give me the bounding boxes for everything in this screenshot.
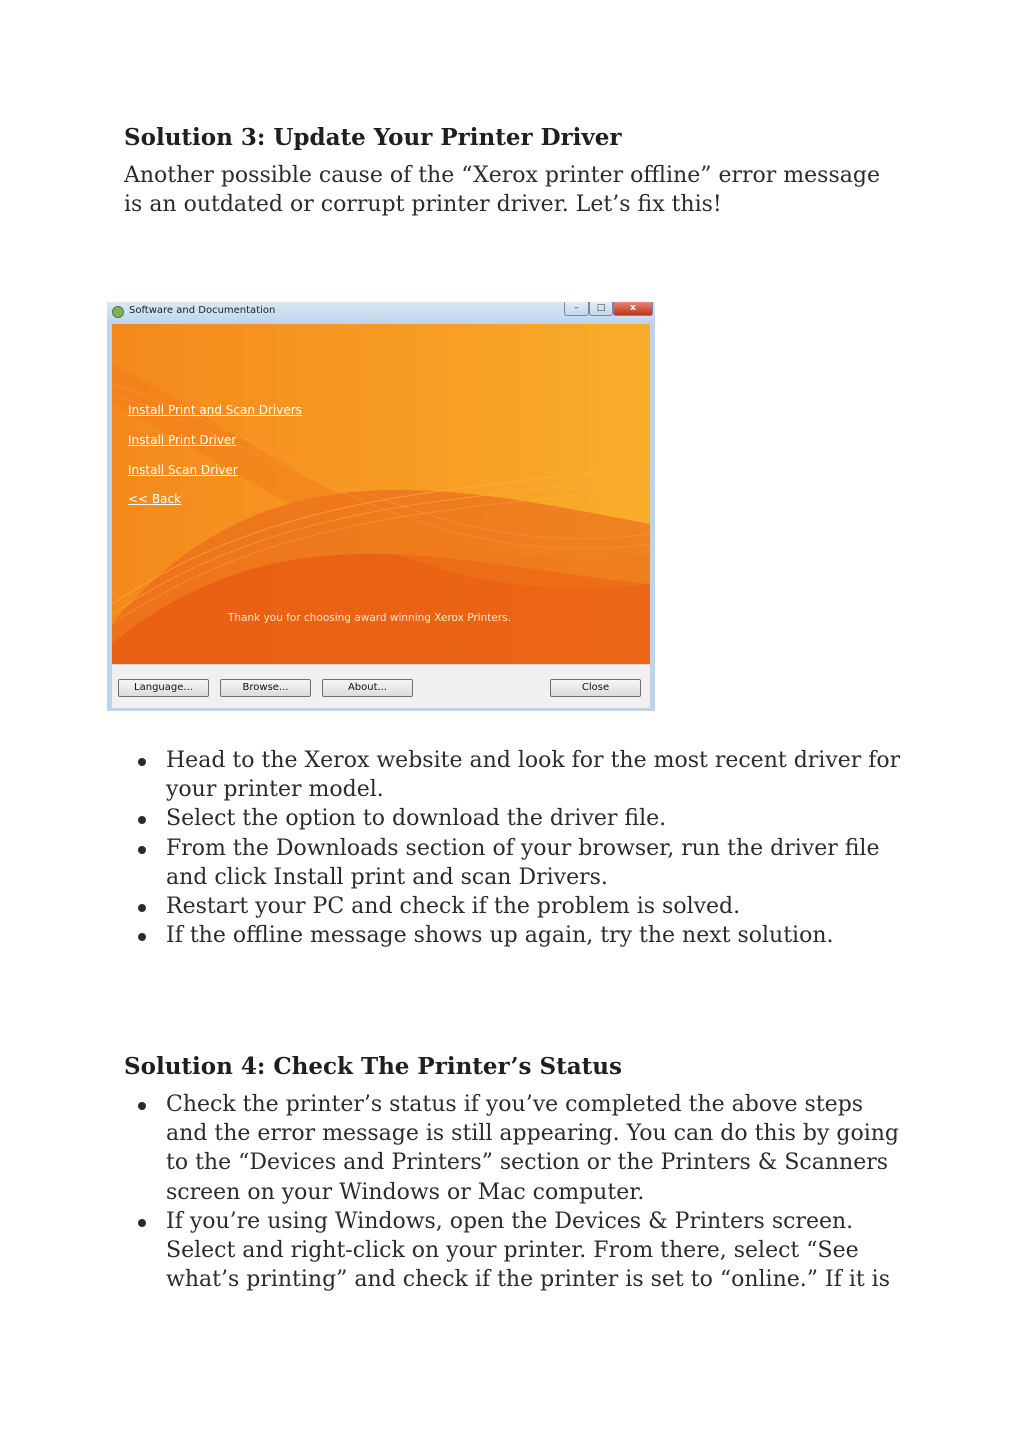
maximize-button[interactable]: □ (589, 302, 613, 316)
link-install-print-driver[interactable]: Install Print Driver (128, 433, 237, 447)
link-back[interactable]: << Back (128, 492, 182, 506)
list-item-line: Select the option to download the driver file. (166, 806, 667, 832)
window-button-bar (112, 664, 650, 708)
list-item (124, 892, 924, 921)
software-documentation-window-screenshot (107, 302, 655, 711)
link-install-scan-driver[interactable]: Install Scan Driver (128, 463, 238, 477)
list-item-line: Restart your PC and check if the problem is solved. (166, 894, 741, 920)
link-install-print-and-scan-drivers[interactable]: Install Print and Scan Drivers (128, 403, 302, 417)
list-item-line: your printer model. (166, 777, 384, 803)
solution-3-steps (124, 746, 924, 950)
bullet-icon (138, 1102, 146, 1110)
bullet-icon (138, 904, 146, 912)
bullet-icon (138, 816, 146, 824)
list-item-line: Select and right-click on your printer. From there, select “See (166, 1238, 859, 1264)
window-title: Software and Documentation (129, 305, 276, 316)
about-button[interactable]: About... (322, 679, 413, 697)
list-item (124, 834, 924, 892)
list-item-line: If you’re using Windows, open the Devices & Printers screen. (166, 1208, 854, 1234)
intro-line: Another possible cause of the “Xerox printer offline” error message (124, 163, 880, 188)
bullet-icon (138, 1219, 146, 1227)
close-button[interactable]: Close (550, 679, 641, 697)
bullet-icon (138, 758, 146, 766)
list-item (124, 921, 924, 950)
list-item-line: If the offline message shows up again, try the next solution. (166, 923, 834, 949)
list-item (124, 804, 924, 833)
bullet-icon (138, 846, 146, 854)
list-item-line: and the error message is still appearing. You can do this by going (166, 1121, 900, 1147)
thanks-text: Thank you for choosing award winning Xerox Printers. (228, 612, 511, 624)
list-item-line: and click Install print and scan Drivers. (166, 864, 608, 890)
list-item-line: Head to the Xerox website and look for the most recent driver for (166, 748, 901, 773)
bullet-icon (138, 933, 146, 941)
list-item-line: Check the printer’s status if you’ve completed the above steps (166, 1092, 864, 1117)
solution-4-heading: Solution 4: Check The Printer’s Status (124, 1053, 622, 1080)
list-item-line: to the “Devices and Printers” section or the Printers & Scanners (166, 1150, 889, 1176)
solution-4-steps (124, 1090, 924, 1294)
window-title-bar (107, 302, 655, 322)
minimize-button[interactable]: – (564, 302, 589, 316)
list-item (124, 1207, 924, 1295)
list-item-line: screen on your Windows or Mac computer. (166, 1179, 645, 1205)
language-button[interactable]: Language... (118, 679, 209, 697)
intro-line: is an outdated or corrupt printer driver. Let’s fix this! (124, 192, 722, 217)
solution-3-heading: Solution 3: Update Your Printer Driver (124, 124, 622, 151)
window-close-button[interactable]: x (613, 302, 653, 316)
list-item (124, 746, 924, 804)
list-item-line: what’s printing” and check if the printer is set to “online.” If it is (166, 1267, 891, 1293)
list-item (124, 1090, 924, 1207)
browse-button[interactable]: Browse... (220, 679, 311, 697)
orange-banner (112, 324, 650, 664)
solution-3-intro (124, 161, 924, 219)
app-icon (112, 306, 124, 318)
list-item-line: From the Downloads section of your browser, run the driver file (166, 835, 880, 861)
